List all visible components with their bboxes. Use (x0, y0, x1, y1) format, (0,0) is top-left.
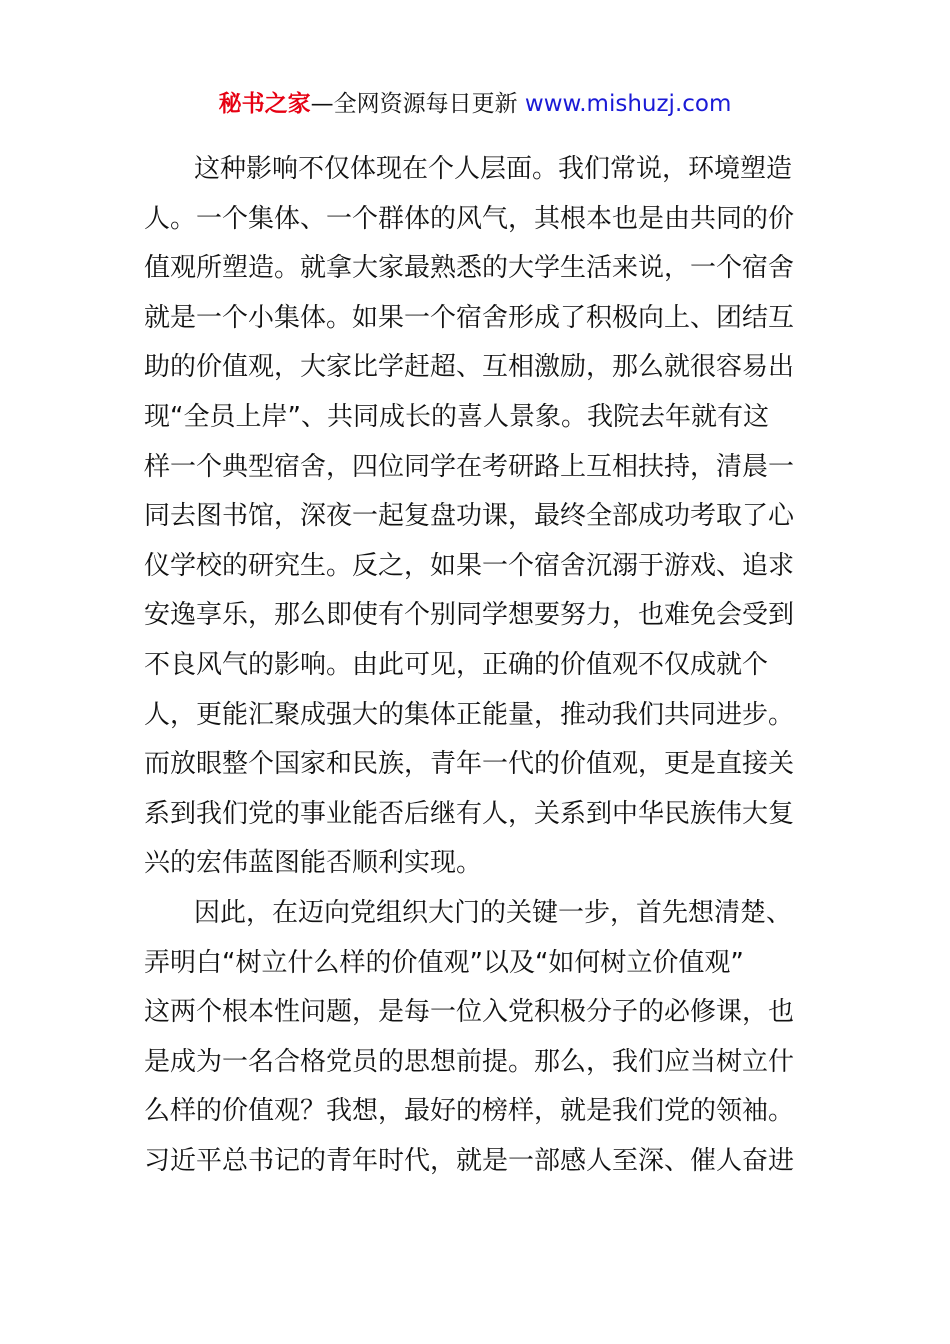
paragraph-line: 是成为一名合格党员的思想前提。那么，我们应当树立什 (144, 1046, 795, 1077)
paragraph-line: 同去图书馆，深夜一起复盘功课，最终全部成功考取了心 (144, 501, 795, 532)
paragraph-line: 人，更能汇聚成强大的集体正能量，推动我们共同进步。 (144, 699, 795, 730)
page-header (0, 86, 950, 122)
paragraph-line: 兴的宏伟蓝图能否顺利实现。 (144, 848, 483, 879)
paragraph-line: 系到我们党的事业能否后继有人，关系到中华民族伟大复 (144, 798, 795, 829)
paragraph-line: 这种影响不仅体现在个人层面。我们常说，环境塑造 (194, 154, 793, 184)
paragraph-line: 就是一个小集体。如果一个宿舍形成了积极向上、团结互 (144, 302, 795, 333)
paragraph-line: 现“全员上岸”、共同成长的喜人景象。我院去年就有这 (144, 401, 769, 432)
paragraph-line: 助的价值观，大家比学赶超、互相激励，那么就很容易出 (144, 352, 795, 383)
website-link[interactable]: www.mishuzj.com (524, 91, 732, 117)
paragraph-line: 值观所塑造。就拿大家最熟悉的大学生活来说，一个宿舍 (144, 253, 795, 284)
paragraph-line: 这两个根本性问题，是每一位入党积极分子的必修课，也 (144, 997, 795, 1028)
brand-name: 秘书之家 (218, 91, 311, 117)
paragraph-line: 仪学校的研究生。反之，如果一个宿舍沉溺于游戏、追求 (144, 550, 795, 581)
paragraph-line: 因此，在迈向党组织大门的关键一步，首先想清楚、 (194, 897, 793, 928)
body-text (144, 145, 808, 1186)
paragraph-line: 弄明白“树立什么样的价值观”以及“如何树立价值观” (144, 947, 744, 978)
paragraph-line: 人。一个集体、一个群体的风气，其根本也是由共同的价 (144, 203, 795, 234)
paragraph-line: 而放眼整个国家和民族，青年一代的价值观，更是直接关 (144, 749, 795, 780)
paragraph-line: 样一个典型宿舍，四位同学在考研路上互相扶持，清晨一 (144, 451, 795, 482)
paragraph-line: 安逸享乐，那么即使有个别同学想要努力，也难免会受到 (144, 600, 795, 631)
header-tagline: —全网资源每日更新 (310, 91, 525, 117)
paragraph-line: 么样的价值观？我想，最好的榜样，就是我们党的领袖。 (144, 1096, 795, 1127)
paragraph-line: 习近平总书记的青年时代，就是一部感人至深、催人奋进 (144, 1145, 795, 1176)
paragraph-line: 不良风气的影响。由此可见，正确的价值观不仅成就个 (144, 649, 769, 680)
